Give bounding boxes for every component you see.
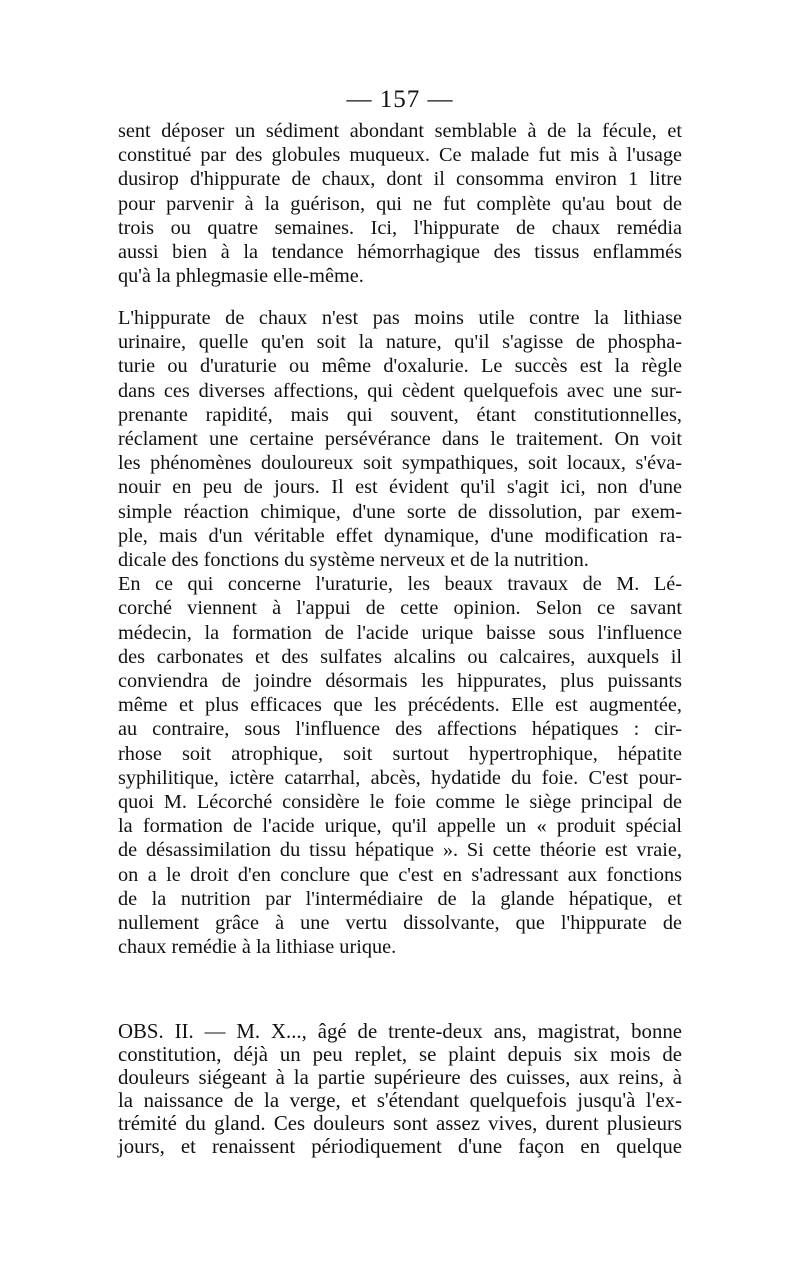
text-line: conviendra de joindre désormais les hippurates, plus puissants [118, 670, 682, 693]
text-line: prenante rapidité, mais qui souvent, étant constitutionnelles, [118, 403, 682, 426]
text-line: la formation de l'acide urique, qu'il appelle un « produit spécial [118, 815, 682, 838]
page-number: — 157 — [346, 86, 454, 113]
text-line: En ce qui concerne l'uraturie, les beaux travaux de M. Lé- [118, 573, 682, 596]
text-line: la naissance de la verge, et s'étendant quelquefois jusqu'à l'ex- [118, 1088, 682, 1112]
text-line: des carbonates et des sulfates alcalins ou calcaires, auxquels il [118, 645, 682, 668]
text-line: rhose soit atrophique, soit surtout hypertrophique, hépatite [118, 742, 682, 765]
text-line: dusirop d'hippurate de chaux, dont il consomma environ 1 litre [118, 168, 682, 191]
text-line: au contraire, sous l'influence des affections hépatiques : cir- [118, 718, 682, 741]
text-line: simple réaction chimique, d'une sorte de dissolution, par exem- [118, 500, 682, 523]
paragraph-lithiase [118, 306, 682, 959]
text-line: même et plus efficaces que les précédents. Elle est augmentée, [118, 694, 682, 717]
text-line: trémité du gland. Ces douleurs sont assez vives, durent plusieurs [118, 1111, 682, 1135]
text-line: jours, et renaissent périodiquement d'une façon en quelque [118, 1134, 682, 1158]
text-line: nullement grâce à une vertu dissolvante, que l'hippurate de [118, 912, 682, 935]
text-line: dans ces diverses affections, qui cèdent quelquefois avec une sur- [118, 379, 682, 402]
text-line: réclament une certaine persévérance dans le traitement. On voit [118, 428, 682, 451]
text-line: nouir en peu de jours. Il est évident qu'il s'agit ici, non d'une [118, 476, 682, 499]
paragraph-observation-2 [118, 1021, 682, 1158]
text-line: pour parvenir à la guérison, qui ne fut complète qu'au bout de [118, 192, 682, 215]
text-line: médecin, la formation de l'acide urique baisse sous l'influence [118, 621, 682, 644]
text-line: les phénomènes douloureux soit sympathiques, soit locaux, s'éva- [118, 452, 682, 475]
text-line: constitué par des globules muqueux. Ce malade fut mis à l'usage [118, 144, 682, 167]
text-line: OBS. II. — M. X..., âgé de trente-deux ans, magistrat, bonne [118, 1020, 682, 1043]
text-line: syphilitique, ictère catarrhal, abcès, hydatide du foie. C'est pour- [118, 766, 682, 789]
paragraph-continuation [118, 119, 682, 288]
text-line: dicale des fonctions du système nerveux et de la nutrition. [118, 549, 589, 572]
text-line: trois ou quatre semaines. Ici, l'hippurate de chaux remédia [118, 216, 682, 239]
text-line: aussi bien à la tendance hémorrhagique des tissus enflammés [118, 241, 682, 264]
text-line: turie ou d'uraturie ou même d'oxalurie. Le succès est la règle [118, 355, 682, 378]
text-line: quoi M. Lécorché considère le foie comme le siège principal de [118, 791, 682, 814]
text-line: douleurs siégeant à la partie supérieure des cuisses, aux reins, à [118, 1065, 682, 1089]
text-line: de désassimilation du tissu hépatique ». Si cette théorie est vraie, [118, 839, 682, 862]
text-line: sent déposer un sédiment abondant semblable à de la fécule, et [118, 120, 682, 142]
text-line: chaux remédie à la lithiase urique. [118, 936, 397, 959]
text-line: L'hippurate de chaux n'est pas moins utile contre la lithiase [118, 307, 682, 329]
text-line: on a le droit d'en conclure que c'est en s'adressant aux fonctions [118, 863, 682, 886]
text-line: qu'à la phlegmasie elle-même. [118, 265, 364, 288]
text-line: corché viennent à l'appui de cette opinion. Selon ce savant [118, 597, 682, 620]
text-line: ple, mais d'un véritable effet dynamique, d'une modification ra- [118, 524, 682, 547]
text-line: constitution, déjà un peu replet, se plaint depuis six mois de [118, 1042, 682, 1066]
text-line: urinaire, quelle qu'en soit la nature, qu'il s'agisse de phospha- [118, 331, 682, 354]
text-line: de la nutrition par l'intermédiaire de la glande hépatique, et [118, 887, 682, 910]
